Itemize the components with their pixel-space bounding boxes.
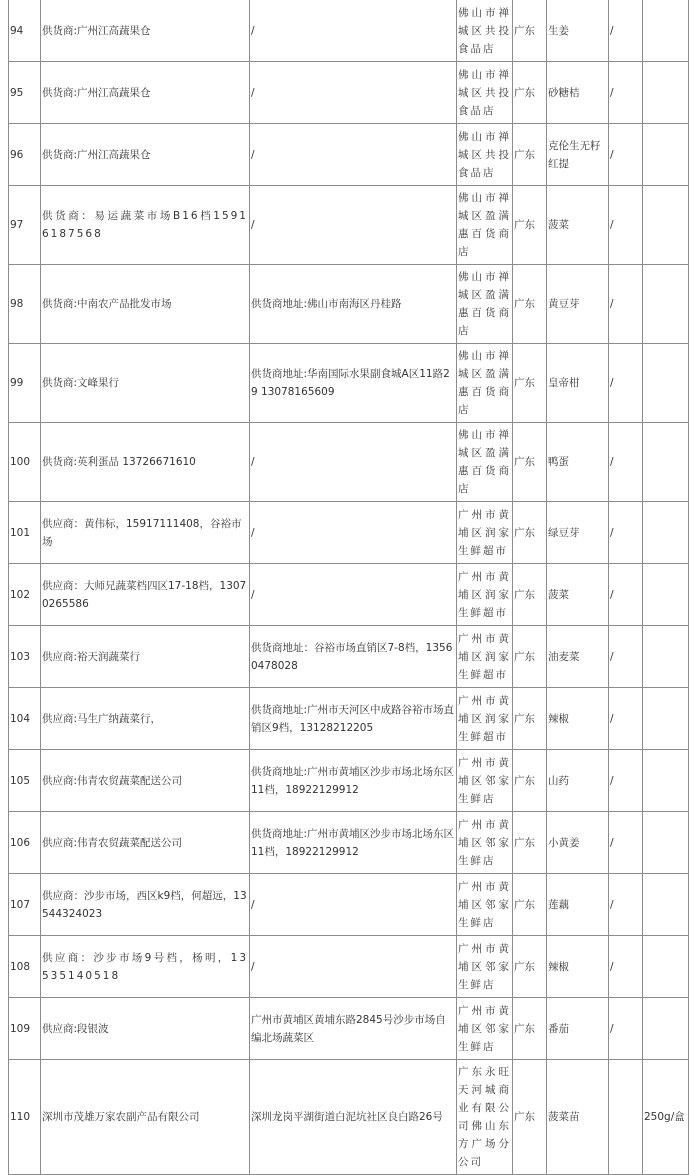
province-cell: 广东 bbox=[513, 874, 547, 936]
province-cell: 广东 bbox=[513, 1060, 547, 1175]
extra-cell bbox=[643, 936, 689, 998]
address-cell: 深圳龙岗平湖街道白泥坑社区良白路26号 bbox=[250, 1060, 457, 1175]
address-cell: / bbox=[250, 0, 457, 62]
extra-cell bbox=[643, 186, 689, 265]
table-row bbox=[9, 124, 689, 186]
address-cell: 广州市黄埔区黄埔东路2845号沙步市场自编北场蔬菜区 bbox=[250, 998, 457, 1060]
row-number: 99 bbox=[9, 344, 41, 423]
table-row bbox=[9, 750, 689, 812]
table-row bbox=[9, 812, 689, 874]
table-row bbox=[9, 564, 689, 626]
spec-cell: / bbox=[609, 502, 643, 564]
spec-cell: / bbox=[609, 564, 643, 626]
store-cell: 广州市黄埔区润家生鲜超市 bbox=[457, 502, 513, 564]
supplier-cell: 供应商:马生广纳蔬菜行， bbox=[41, 688, 250, 750]
store-cell: 广州市黄埔区邻家生鲜店 bbox=[457, 750, 513, 812]
spec-cell: / bbox=[609, 998, 643, 1060]
row-number: 110 bbox=[9, 1060, 41, 1175]
row-number: 107 bbox=[9, 874, 41, 936]
province-cell: 广东 bbox=[513, 936, 547, 998]
product-cell: 克伦生无籽红提 bbox=[547, 124, 609, 186]
product-cell: 辣椒 bbox=[547, 936, 609, 998]
row-number: 105 bbox=[9, 750, 41, 812]
table-row bbox=[9, 874, 689, 936]
store-cell: 佛山市禅城区盈满惠百货商店 bbox=[457, 186, 513, 265]
row-number: 103 bbox=[9, 626, 41, 688]
store-cell: 佛山市禅城区共投食品店 bbox=[457, 0, 513, 62]
store-cell: 广州市黄埔区邻家生鲜店 bbox=[457, 874, 513, 936]
supplier-cell: 供应商：沙步市场9号档，杨明，13535140518 bbox=[41, 936, 250, 998]
extra-cell bbox=[643, 688, 689, 750]
address-cell: / bbox=[250, 423, 457, 502]
province-cell: 广东 bbox=[513, 812, 547, 874]
extra-cell: 250g/盒 bbox=[643, 1060, 689, 1175]
row-number: 109 bbox=[9, 998, 41, 1060]
row-number: 97 bbox=[9, 186, 41, 265]
store-cell: 广州市黄埔区邻家生鲜店 bbox=[457, 936, 513, 998]
spec-cell: / bbox=[609, 812, 643, 874]
extra-cell bbox=[643, 502, 689, 564]
address-cell: 供货商地址:广州市黄埔区沙步市场北场东区11档，18922129912 bbox=[250, 812, 457, 874]
address-cell: / bbox=[250, 874, 457, 936]
store-cell: 广州市黄埔区邻家生鲜店 bbox=[457, 998, 513, 1060]
extra-cell bbox=[643, 344, 689, 423]
province-cell: 广东 bbox=[513, 344, 547, 423]
product-cell: 砂糖桔 bbox=[547, 62, 609, 124]
store-cell: 佛山市禅城区盈满惠百货商店 bbox=[457, 344, 513, 423]
supplier-cell: 供应商：大师兄蔬菜档四区17-18档，13070265586 bbox=[41, 564, 250, 626]
supplier-cell: 供应商：黄伟标，15917111408，谷裕市场 bbox=[41, 502, 250, 564]
province-cell: 广东 bbox=[513, 186, 547, 265]
table-row bbox=[9, 936, 689, 998]
address-cell: / bbox=[250, 186, 457, 265]
supplier-cell: 供货商:广州江高蔬果仓 bbox=[41, 124, 250, 186]
address-cell: 供货商地址:华南国际水果副食城A区11路29 13078165609 bbox=[250, 344, 457, 423]
extra-cell bbox=[643, 998, 689, 1060]
province-cell: 广东 bbox=[513, 750, 547, 812]
spec-cell: / bbox=[609, 186, 643, 265]
spec-cell bbox=[609, 1060, 643, 1175]
product-cell: 鸭蛋 bbox=[547, 423, 609, 502]
table-row bbox=[9, 344, 689, 423]
address-cell: / bbox=[250, 936, 457, 998]
product-cell: 菠菜 bbox=[547, 564, 609, 626]
product-cell: 莲藕 bbox=[547, 874, 609, 936]
supplier-cell: 供货商:英利蛋品 13726671610 bbox=[41, 423, 250, 502]
row-number: 104 bbox=[9, 688, 41, 750]
extra-cell bbox=[643, 564, 689, 626]
province-cell: 广东 bbox=[513, 564, 547, 626]
product-table bbox=[8, 0, 689, 1175]
spec-cell: / bbox=[609, 626, 643, 688]
table-row bbox=[9, 0, 689, 62]
product-cell: 山药 bbox=[547, 750, 609, 812]
extra-cell bbox=[643, 62, 689, 124]
product-cell: 菠菜苗 bbox=[547, 1060, 609, 1175]
province-cell: 广东 bbox=[513, 124, 547, 186]
province-cell: 广东 bbox=[513, 423, 547, 502]
table-row bbox=[9, 688, 689, 750]
row-number: 98 bbox=[9, 265, 41, 344]
table-row bbox=[9, 1060, 689, 1175]
store-cell: 广东永旺天河城商业有限公司佛山东方广场分公司 bbox=[457, 1060, 513, 1175]
province-cell: 广东 bbox=[513, 626, 547, 688]
province-cell: 广东 bbox=[513, 265, 547, 344]
extra-cell bbox=[643, 812, 689, 874]
address-cell: / bbox=[250, 564, 457, 626]
product-cell: 绿豆芽 bbox=[547, 502, 609, 564]
table-row bbox=[9, 423, 689, 502]
spec-cell: / bbox=[609, 62, 643, 124]
store-cell: 佛山市禅城区盈满惠百货商店 bbox=[457, 265, 513, 344]
supplier-cell: 供货商:广州江高蔬果仓 bbox=[41, 62, 250, 124]
spec-cell: / bbox=[609, 874, 643, 936]
spec-cell: / bbox=[609, 344, 643, 423]
address-cell: 供货商地址:广州市黄埔区沙步市场北场东区11档，18922129912 bbox=[250, 750, 457, 812]
row-number: 101 bbox=[9, 502, 41, 564]
extra-cell bbox=[643, 0, 689, 62]
product-cell: 辣椒 bbox=[547, 688, 609, 750]
spec-cell: / bbox=[609, 0, 643, 62]
supplier-cell: 供货商:中南农产品批发市场 bbox=[41, 265, 250, 344]
address-cell: 供货商地址:佛山市南海区丹桂路 bbox=[250, 265, 457, 344]
row-number: 95 bbox=[9, 62, 41, 124]
address-cell: 供货商地址：谷裕市场直销区7-8档，13560478028 bbox=[250, 626, 457, 688]
extra-cell bbox=[643, 423, 689, 502]
province-cell: 广东 bbox=[513, 688, 547, 750]
row-number: 100 bbox=[9, 423, 41, 502]
table-row bbox=[9, 62, 689, 124]
table-row bbox=[9, 998, 689, 1060]
address-cell: / bbox=[250, 124, 457, 186]
spec-cell: / bbox=[609, 688, 643, 750]
store-cell: 广州市黄埔区润家生鲜超市 bbox=[457, 564, 513, 626]
product-cell: 菠菜 bbox=[547, 186, 609, 265]
spec-cell: / bbox=[609, 124, 643, 186]
row-number: 106 bbox=[9, 812, 41, 874]
supplier-cell: 供应商:伟青农贸蔬菜配送公司 bbox=[41, 812, 250, 874]
province-cell: 广东 bbox=[513, 62, 547, 124]
product-cell: 皇帝柑 bbox=[547, 344, 609, 423]
supplier-cell: 供应商:段银波 bbox=[41, 998, 250, 1060]
supplier-cell: 供应商:裕天润蔬菜行 bbox=[41, 626, 250, 688]
supplier-cell: 供货商:文峰果行 bbox=[41, 344, 250, 423]
table-row bbox=[9, 265, 689, 344]
province-cell: 广东 bbox=[513, 0, 547, 62]
store-cell: 佛山市禅城区共投食品店 bbox=[457, 62, 513, 124]
address-cell: 供货商地址:广州市天河区中成路谷裕市场直销区9档，13128212205 bbox=[250, 688, 457, 750]
row-number: 108 bbox=[9, 936, 41, 998]
store-cell: 广州市黄埔区邻家生鲜店 bbox=[457, 812, 513, 874]
product-cell: 油麦菜 bbox=[547, 626, 609, 688]
extra-cell bbox=[643, 750, 689, 812]
extra-cell bbox=[643, 265, 689, 344]
spec-cell: / bbox=[609, 423, 643, 502]
table-row bbox=[9, 502, 689, 564]
address-cell: / bbox=[250, 62, 457, 124]
store-cell: 广州市黄埔区润家生鲜超市 bbox=[457, 688, 513, 750]
spec-cell: / bbox=[609, 265, 643, 344]
supplier-cell: 供货商:广州江高蔬果仓 bbox=[41, 0, 250, 62]
spec-cell: / bbox=[609, 936, 643, 998]
row-number: 96 bbox=[9, 124, 41, 186]
extra-cell bbox=[643, 124, 689, 186]
store-cell: 佛山市禅城区共投食品店 bbox=[457, 124, 513, 186]
table-row bbox=[9, 626, 689, 688]
address-cell: / bbox=[250, 502, 457, 564]
table-row bbox=[9, 186, 689, 265]
product-cell: 生姜 bbox=[547, 0, 609, 62]
row-number: 102 bbox=[9, 564, 41, 626]
spec-cell: / bbox=[609, 750, 643, 812]
supplier-cell: 供货商：易运蔬菜市场B16档15916187568 bbox=[41, 186, 250, 265]
extra-cell bbox=[643, 626, 689, 688]
row-number: 94 bbox=[9, 0, 41, 62]
store-cell: 广州市黄埔区润家生鲜超市 bbox=[457, 626, 513, 688]
province-cell: 广东 bbox=[513, 502, 547, 564]
product-cell: 小黄姜 bbox=[547, 812, 609, 874]
province-cell: 广东 bbox=[513, 998, 547, 1060]
supplier-cell: 供应商:伟青农贸蔬菜配送公司 bbox=[41, 750, 250, 812]
supplier-cell: 供应商：沙步市场，西区k9档，何超远，13544324023 bbox=[41, 874, 250, 936]
product-table-container bbox=[8, 0, 689, 1175]
product-cell: 黄豆芽 bbox=[547, 265, 609, 344]
store-cell: 佛山市禅城区盈满惠百货商店 bbox=[457, 423, 513, 502]
supplier-cell: 深圳市茂雄万家农副产品有限公司 bbox=[41, 1060, 250, 1175]
product-cell: 番茄 bbox=[547, 998, 609, 1060]
extra-cell bbox=[643, 874, 689, 936]
